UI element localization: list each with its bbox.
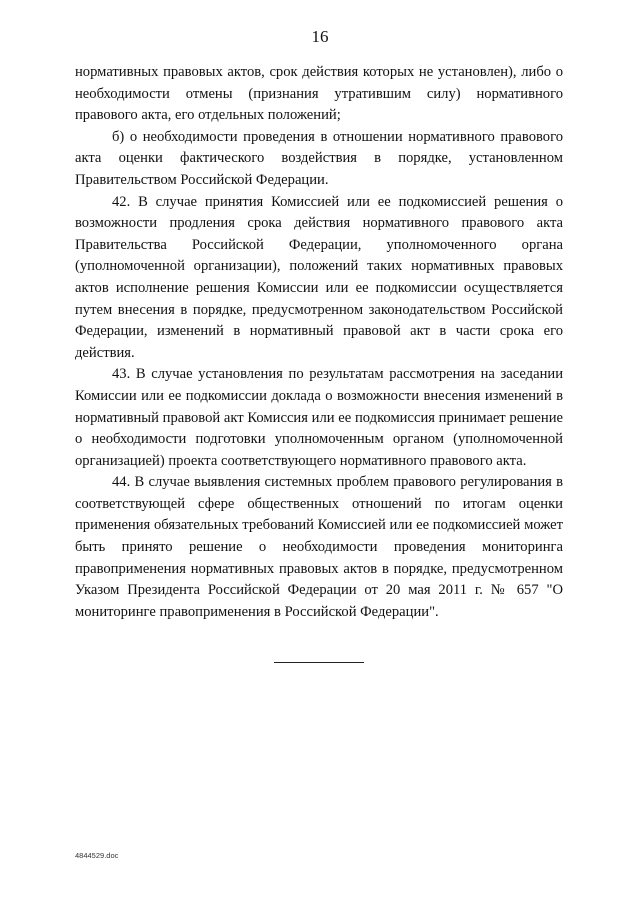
page-number: 16 [311, 27, 329, 46]
paragraph-item-b: б) о необходимости проведения в отношении нормативного правового акта оценки фактического воздействия в порядке, установленном Правительством Российской Федерации. [75, 128, 563, 188]
paragraph-42: 42. В случае принятия Комиссией или ее подкомиссией решения о возможности продления срока действия нормативного правового акта Правительства Российской Федерации, уполномоченного органа (уполномоченной организации), положений таких нормативных правовых актов исполнение решения Комиссии или ее подкомиссии осуществляется путем внесения в порядке, предусмотренном законодательством Российской Федерации, изменений в нормативный правовой акт в части срока его действия. [75, 193, 563, 361]
paragraph-43: 43. В случае установления по результатам рассмотрения на заседании Комиссии или ее подкомиссии доклада о возможности внесения изменений в нормативный правовой акт Комиссия или ее подкомиссия принимает решение о необходимости подготовки уполномоченным органом (уполномоченной организацией) проекта соответствующего нормативного правового акта. [75, 366, 563, 469]
end-of-document-rule [274, 662, 364, 663]
paragraph-44: 44. В случае выявления системных проблем правового регулирования в соответствующей сфере общественных отношений по итогам оценки применения обязательных требований Комиссией или ее подкомиссией может быть принято решение о необходимости проведения мониторинга правоприменения нормативных правовых актов в порядке, предусмотренном Указом Президента Российской Федерации от 20 мая 2011 г. № 657 "О мониторинге правоприменения в Российской Федерации". [75, 474, 563, 620]
document-file-id: 4844529.doc [75, 851, 119, 860]
paragraph-continuation: нормативных правовых актов, срок действия которых не установлен), либо о необходимости отмены (признания утратившим силу) нормативного правового акта, его отдельных положений; [75, 64, 563, 124]
document-body [75, 62, 563, 623]
